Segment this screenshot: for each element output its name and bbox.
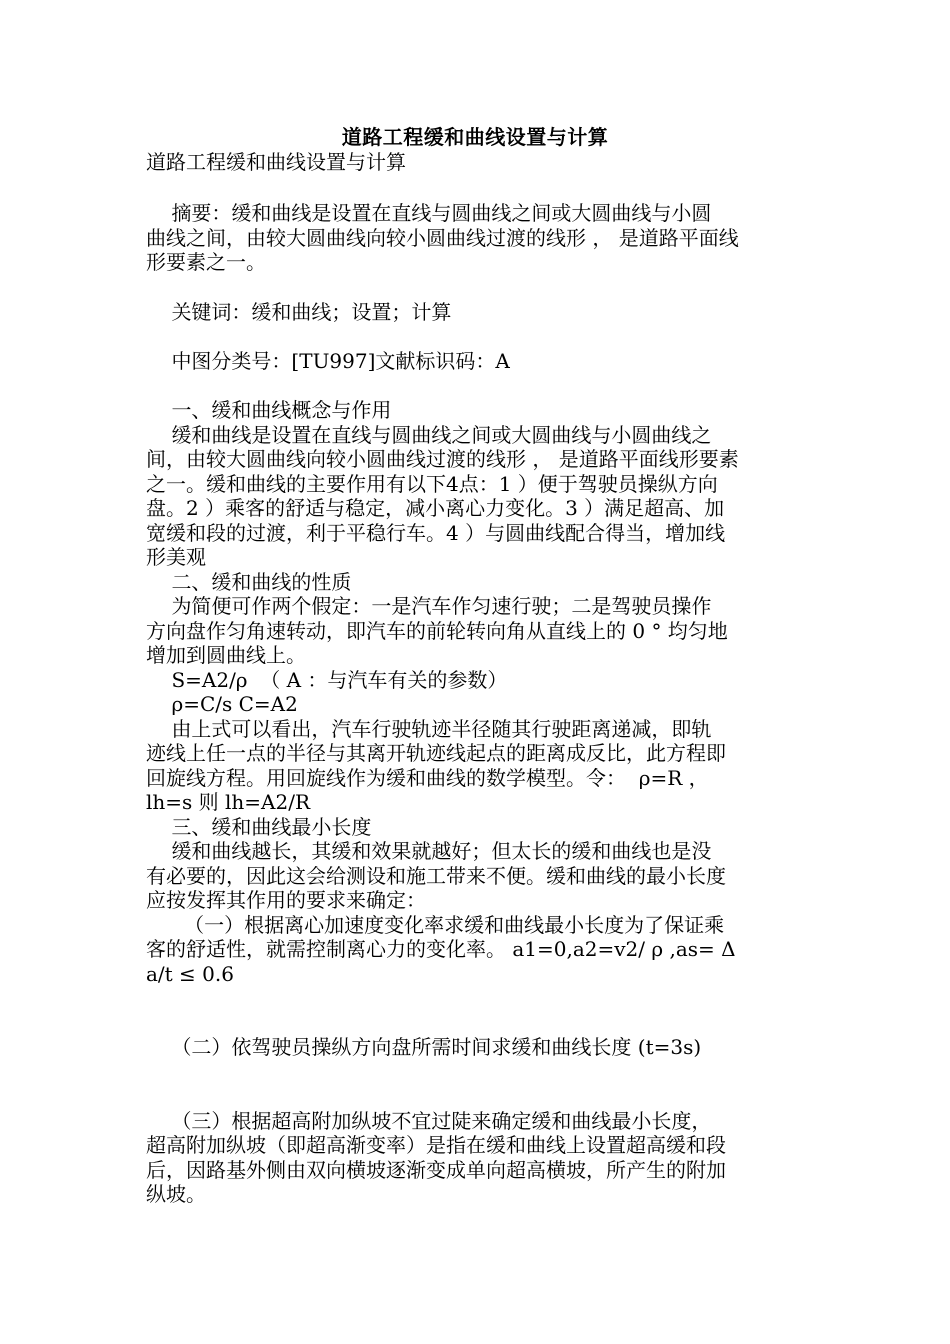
section-1-line: 宽缓和段的过渡，利于平稳行车。4 ）与圆曲线配合得当，增加线: [146, 521, 726, 545]
section-1-line: 间，由较大圆曲线向较小圆曲线过渡的线形 ， 是道路平面线形要素: [146, 447, 739, 471]
section-2-line: 由上式可以看出，汽车行驶轨迹半径随其行驶距离递减，即轨: [146, 717, 712, 741]
section-2-line: 增加到圆曲线上。: [146, 643, 306, 667]
section-3-line: 缓和曲线越长，其缓和效果就越好；但太长的缓和曲线也是没: [146, 839, 712, 863]
keywords-line: 关键词：缓和曲线；设置；计算: [146, 300, 452, 324]
section-2-line: 方向盘作匀角速转动，即汽车的前轮转向角从直线上的 0 ° 均匀地: [146, 619, 728, 643]
section-2-heading: 二、缓和曲线的性质: [146, 570, 352, 594]
section-3-line: a/t ≤ 0.6: [146, 962, 234, 986]
abstract-line: 曲线之间，由较大圆曲线向较小圆曲线过渡的线形 ， 是道路平面线: [146, 226, 739, 250]
section-2-line: 为简便可作两个假定：一是汽车作匀速行驶；二是驾驶员操作: [146, 594, 712, 618]
section-2-line: 迹线上任一点的半径与其离开轨迹线起点的距离成反比，此方程即: [146, 741, 726, 765]
formula-line: S=A2/ρ （ A ：与汽车有关的参数）: [146, 668, 508, 692]
abstract-line: 摘要：缓和曲线是设置在直线与圆曲线之间或大圆曲线与小圆: [146, 201, 712, 225]
section-1-line: 缓和曲线是设置在直线与圆曲线之间或大圆曲线与小圆曲线之: [146, 423, 712, 447]
section-3-item-3-line: 后，因路基外侧由双向横坡逐渐变成单向超高横坡，所产生的附加: [146, 1158, 726, 1182]
section-1-line: 形美观: [146, 545, 206, 569]
section-3-item-3-line: （三）根据超高附加纵坡不宜过陡来确定缓和曲线最小长度，: [146, 1109, 712, 1133]
section-3-line: （一）根据离心加速度变化率求缓和曲线最小长度为了保证乘: [146, 913, 725, 937]
section-3-item-2: （二）依驾驶员操纵方向盘所需时间求缓和曲线长度 (t=3s): [146, 1035, 702, 1059]
section-1-line: 盘。2 ）乘客的舒适与稳定，减小离心力变化。3 ）满足超高、加: [146, 496, 725, 520]
section-1-heading: 一、缓和曲线概念与作用: [146, 398, 392, 422]
section-3-item-3-line: 超高附加纵坡（即超高渐变率）是指在缓和曲线上设置超高缓和段: [146, 1133, 726, 1157]
section-1-line: 之一。缓和曲线的主要作用有以下4点：1 ）便于驾驶员操纵方向: [146, 472, 718, 496]
document-subtitle: 道路工程缓和曲线设置与计算: [146, 150, 406, 174]
section-3-line: 应按发挥其作用的要求来确定：: [146, 888, 426, 912]
document-title: 道路工程缓和曲线设置与计算: [341, 125, 609, 149]
formula-line: lh=s 则 lh=A2/R: [146, 790, 311, 814]
section-2-line: 回旋线方程。用回旋线作为缓和曲线的数学模型。令： ρ=R ，: [146, 766, 709, 790]
classification-line: 中图分类号：[TU997]文献标识码：A: [146, 349, 510, 373]
formula-line: ρ=C/s C=A2: [146, 692, 298, 716]
section-3-heading: 三、缓和曲线最小长度: [146, 815, 372, 839]
section-3-item-3-line: 纵坡。: [146, 1182, 206, 1206]
section-3-line: 客的舒适性，就需控制离心力的变化率。 a1=0,a2=v2/ ρ ,as= Δ: [146, 937, 736, 961]
section-3-line: 有必要的，因此这会给测设和施工带来不便。缓和曲线的最小长度: [146, 864, 726, 888]
abstract-line: 形要素之一。: [146, 250, 266, 274]
